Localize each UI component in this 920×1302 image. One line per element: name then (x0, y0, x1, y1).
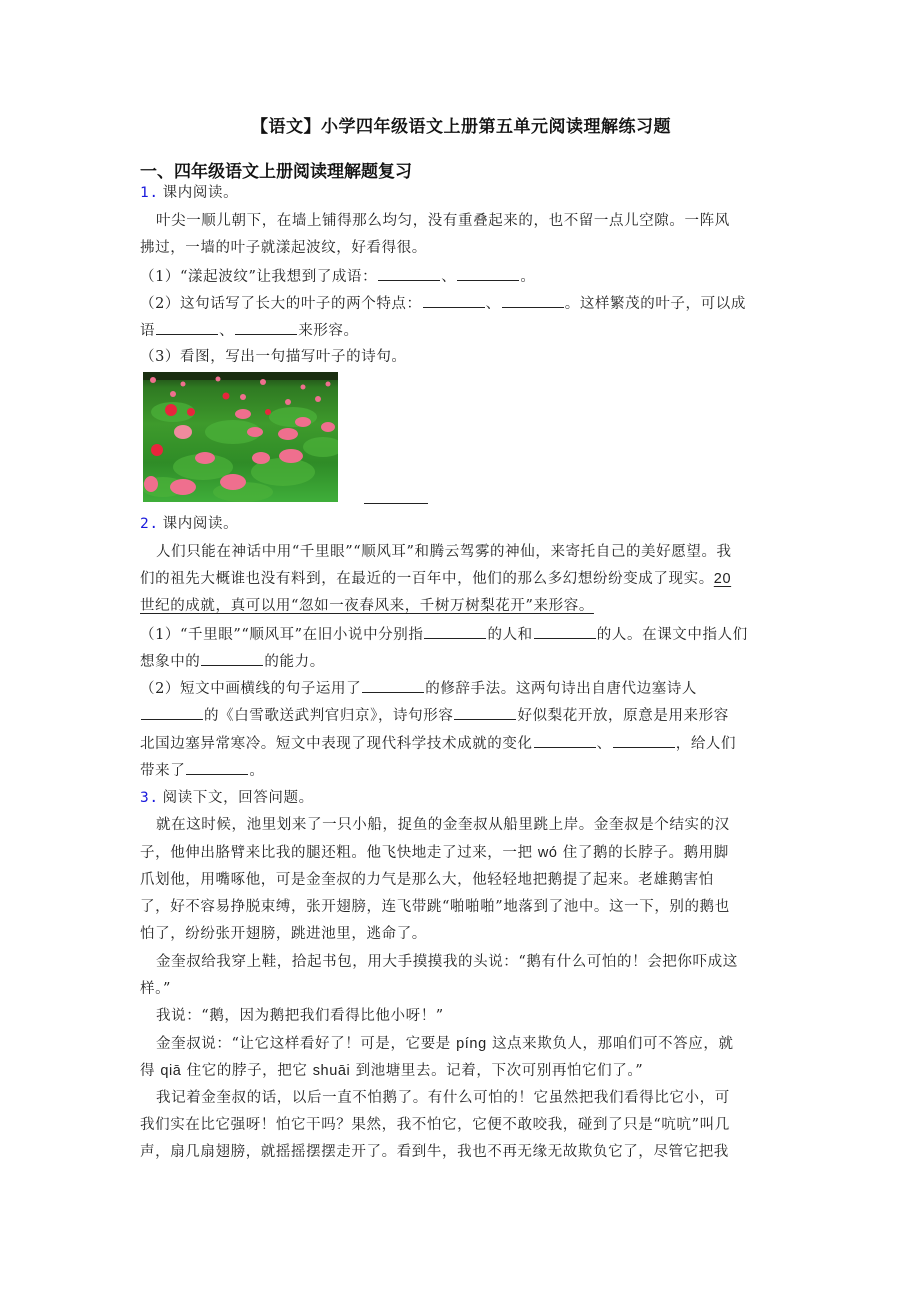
question-number: 1. (140, 185, 159, 201)
passage-line: 我说：“鹅，因为鹅把我们看得比他小呀！” (156, 1008, 444, 1024)
question-number: 2. (140, 516, 159, 532)
subquestion-1: （1）“千里眼”“顺风耳”在旧小说中分别指 的人和 的人。在课文中指人们 (140, 624, 748, 645)
passage-line: 金奎叔给我穿上鞋，拾起书包，用大手摸摸我的头说：“鹅有什么可怕的！会把你吓成这 (156, 954, 738, 970)
subquestion-2-cont: 语 、 来形容。 (140, 320, 359, 341)
pinyin: qiā (160, 1063, 182, 1079)
passage-line: 爪划他，用嘴啄他，可是金奎叔的力气是那么大，他轻轻地把鹅提了起来。老雄鹅害怕 (140, 872, 714, 888)
answer-blank[interactable] (454, 705, 516, 720)
subquestion-2: （2）短文中画横线的句子运用了 的修辞手法。这两句诗出自唐代边塞诗人 (140, 678, 697, 699)
subquestion-3: （3）看图，写出一句描写叶子的诗句。 (140, 349, 407, 365)
lotus-pond-photo (143, 372, 338, 502)
question-2-header (140, 514, 238, 534)
subquestion-1-cont: 想象中的 的能力。 (140, 651, 325, 672)
subquestion-2-cont: 北国边塞异常寒冷。短文中表现了现代科学技术成就的变化 、 ，给人们 (140, 733, 736, 754)
answer-blank[interactable] (423, 293, 485, 308)
answer-blank[interactable] (235, 320, 297, 335)
passage-line: 我们实在比它强呀！怕它干吗？果然，我不怕它，它便不敢咬我，碰到了只是“吭吭”叫几 (140, 1117, 730, 1133)
answer-blank[interactable] (362, 678, 424, 693)
passage-line: 得 qiā 住它的脖子，把它 shuāi 到池塘里去。记着，下次可别再怕它们了。” (140, 1063, 644, 1079)
passage-line: 叶尖一顺儿朝下，在墙上铺得那么均匀，没有重叠起来的，也不留一点儿空隙。一阵风 (156, 213, 730, 229)
question-3-header (140, 788, 314, 808)
question-prompt: 课内阅读。 (162, 516, 239, 532)
passage-line: 们的祖先大概谁也没有料到，在最近的一百年中，他们的那么多幻想纷纷变成了现实。20 (140, 571, 732, 587)
answer-blank[interactable] (364, 503, 428, 504)
pinyin: píng (456, 1036, 487, 1052)
passage-line: 拂过，一墙的叶子就漾起波纹，好看得很。 (140, 240, 427, 256)
answer-blank[interactable] (534, 624, 596, 639)
answer-blank[interactable] (613, 733, 675, 748)
underlined-sentence: 20 (713, 571, 732, 587)
answer-blank[interactable] (378, 266, 440, 281)
passage-line: 子，他伸出胳臂来比我的腿还粗。他飞快地走了过来，一把 wó 住了鹅的长脖子。鹅用脚 (140, 845, 729, 861)
answer-blank[interactable] (534, 733, 596, 748)
underlined-sentence: 世纪的成就，真可以用“忽如一夜春风来，千树万树梨花开”来形容。 (140, 598, 594, 614)
answer-blank[interactable] (424, 624, 486, 639)
answer-blank[interactable] (457, 266, 519, 281)
passage-line: 就在这时候，池里划来了一只小船，捉鱼的金奎叔从船里跳上岸。金奎叔是个结实的汉 (156, 817, 730, 833)
section-heading: 一、四年级语文上册阅读理解题复习 (140, 162, 412, 182)
question-prompt: 阅读下文，回答问题。 (162, 790, 314, 806)
passage-line: 人们只能在神话中用“千里眼”“顺风耳”和腾云驾雾的神仙，来寄托自己的美好愿望。我 (156, 544, 732, 560)
passage-line: 金奎叔说：“让它这样看好了！可是，它要是 píng 这点来欺负人，那咱们可不答应，就 (156, 1036, 734, 1052)
passage-line: 样。” (140, 981, 171, 997)
passage-line: 我记着金奎叔的话，以后一直不怕鹅了。有什么可怕的！它虽然把我们看得比它小，可 (156, 1090, 730, 1106)
pinyin: shuāi (312, 1063, 351, 1079)
subquestion-2-cont: 带来了 。 (140, 760, 264, 781)
passage-line: 了，好不容易挣脱束缚，张开翅膀，连飞带跳“啪啪啪”地落到了池中。这一下，别的鹅也 (140, 899, 730, 915)
answer-blank[interactable] (502, 293, 564, 308)
passage-line: 怕了，纷纷张开翅膀，跳进池里，逃命了。 (140, 926, 427, 942)
subquestion-1: （1）“漾起波纹”让我想到了成语： 、 。 (140, 266, 535, 287)
subquestion-2: （2）这句话写了长大的叶子的两个特点： 、 。这样繁茂的叶子，可以成 (140, 293, 746, 314)
answer-blank[interactable] (141, 705, 203, 720)
subquestion-2-cont: 的《白雪歌送武判官归京》，诗句形容 好似梨花开放，原意是用来形容 (140, 705, 729, 726)
question-1-header (140, 183, 238, 203)
answer-blank[interactable] (156, 320, 218, 335)
answer-blank[interactable] (186, 760, 248, 775)
question-prompt: 课内阅读。 (162, 185, 239, 201)
question-number: 3. (140, 790, 159, 806)
pinyin: wó (537, 845, 558, 861)
page-title: 【语文】小学四年级语文上册第五单元阅读理解练习题 (251, 117, 671, 137)
answer-blank[interactable] (201, 651, 263, 666)
passage-line: 声，扇几扇翅膀，就摇摇摆摆走开了。看到牛，我也不再无缘无故欺负它了，尽管它把我 (140, 1144, 729, 1160)
